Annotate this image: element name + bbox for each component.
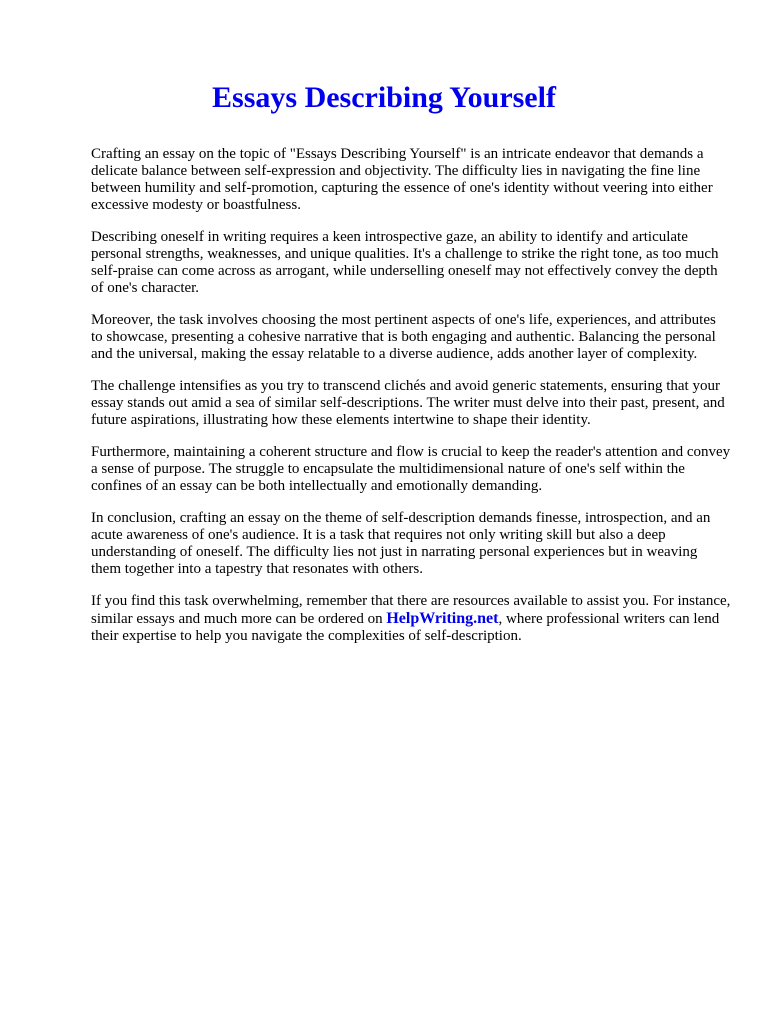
paragraph-7 bbox=[91, 593, 731, 645]
paragraph-4: The challenge intensifies as you try to transcend clichés and avoid generic statements, ensuring that your essay stands out amid a sea of similar self-descriptions. The writer must delve into their past, present, and future aspirations, illustrating how these elements intertwine to shape their identity. bbox=[91, 378, 725, 428]
paragraph-2: Describing oneself in writing requires a keen introspective gaze, an ability to identify and articulate personal strengths, weaknesses, and unique qualities. It's a challenge to strike the right tone, as too much self-praise can come across as arrogant, while underselling oneself may not effectively convey the depth of one's character. bbox=[91, 229, 719, 296]
paragraph-7-after-link: , where professional writers can lend their expertise to help you navigate the complexities of self-description. bbox=[91, 611, 720, 644]
document-title: Essays Describing Yourself bbox=[212, 81, 556, 114]
paragraph-5: Furthermore, maintaining a coherent structure and flow is crucial to keep the reader's attention and convey a sense of purpose. The struggle to encapsulate the multidimensional nature of one's self within the confines of an essay can be both intellectually and emotionally demanding. bbox=[91, 444, 731, 494]
document-body bbox=[91, 146, 731, 660]
helpwriting-link[interactable]: HelpWriting.net bbox=[386, 610, 499, 627]
paragraph-3: Moreover, the task involves choosing the most pertinent aspects of one's life, experiences, and attributes to showcase, presenting a cohesive narrative that is both engaging and authentic. Balancing the personal and the universal, making the essay relatable to a diverse audience, adds another layer of complexity. bbox=[91, 312, 716, 362]
paragraph-7-before-link: If you find this task overwhelming, remember that there are resources available to assist you. For instance, similar essays and much more can be ordered on bbox=[91, 593, 731, 627]
paragraph-6: In conclusion, crafting an essay on the theme of self-description demands finesse, introspection, and an acute awareness of one's audience. It is a task that requires not only writing skill but also a deep understanding of oneself. The difficulty lies not just in narrating personal experiences but in weaving them together into a tapestry that resonates with others. bbox=[91, 510, 711, 577]
paragraph-1: Crafting an essay on the topic of "Essays Describing Yourself" is an intricate endeavor that demands a delicate balance between self-expression and objectivity. The difficulty lies in navigating the fine line between humility and self-promotion, capturing the essence of one's identity without veering into either excessive modesty or boastfulness. bbox=[91, 146, 713, 213]
